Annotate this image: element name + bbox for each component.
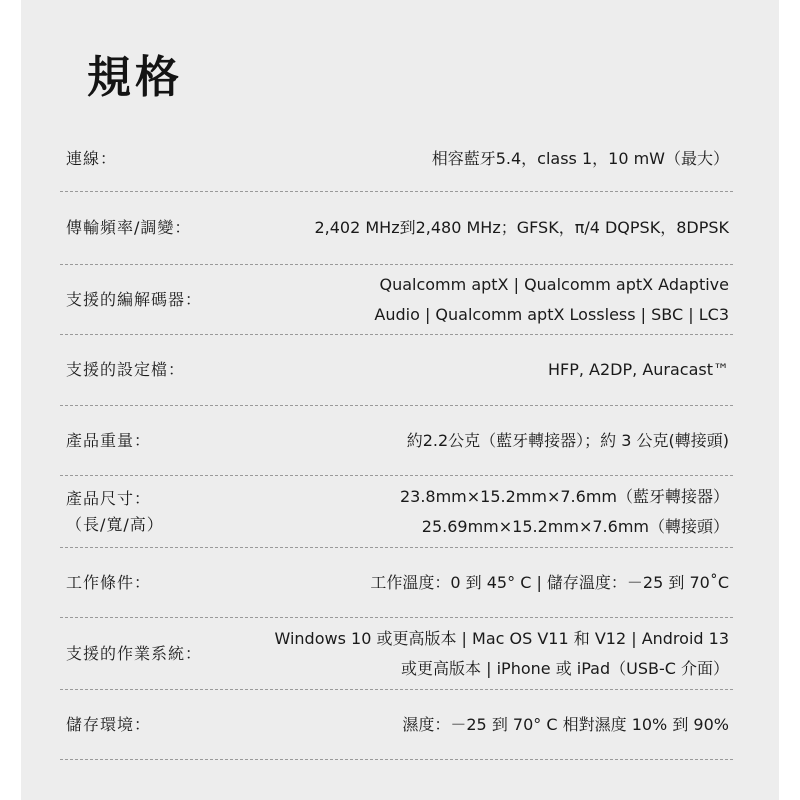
spec-value: 約2.2公克（藍牙轉接器）；約 3 公克(轉接頭) [406,430,729,450]
spec-table [60,126,733,760]
spec-label: 連線： [66,148,118,168]
spec-row-weight [60,406,733,476]
spec-value: 23.8mm×15.2mm×7.6mm（藍牙轉接器） 25.69mm×15.2mm×7.6mm（轉接頭） [399,486,729,536]
spec-label: 工作條件： [66,572,152,592]
spec-value: 相容藍牙5.4，class 1，10 mW（最大） [431,148,729,168]
spec-row-os [60,618,733,690]
spec-value: Windows 10 或更高版本 | Mac OS V11 和 V12 | Android 13 或更高版本 | iPhone 或 iPad（USB-C 介面） [274,628,729,678]
spec-row-operating-conditions [60,548,733,618]
spec-label: 支援的設定檔： [66,360,186,379]
spec-value: 濕度：－25 到 70° C 相對濕度 10% 到 90% [402,714,729,734]
spec-label: 支援的編解碼器： [66,289,203,309]
spec-row-codecs [60,265,733,335]
spec-value: 工作溫度：0 到 45° C | 儲存溫度：－25 到 70˚C [370,572,729,592]
page-title: 規格 [87,52,183,103]
spec-value: HFP, A2DP, Auracast™ [548,360,729,379]
spec-label: 產品尺寸： （長/寬/高） [66,488,164,534]
spec-label: 儲存環境： [66,714,152,734]
spec-row-frequency [60,192,733,265]
spec-value: Qualcomm aptX | Qualcomm aptX Adaptive Audio | Qualcomm aptX Lossless | SBC | LC3 [374,274,729,324]
spec-value: 2,402 MHz到2,480 MHz；GFSK，π/4 DQPSK，8DPSK [314,218,729,237]
spec-label: 產品重量： [66,430,152,450]
spec-label: 支援的作業系統： [66,643,203,663]
spec-row-connection [60,126,733,192]
spec-row-profiles [60,335,733,406]
spec-row-storage [60,690,733,760]
spec-row-dimensions [60,476,733,548]
spec-label: 傳輸頻率/調變： [66,218,192,237]
